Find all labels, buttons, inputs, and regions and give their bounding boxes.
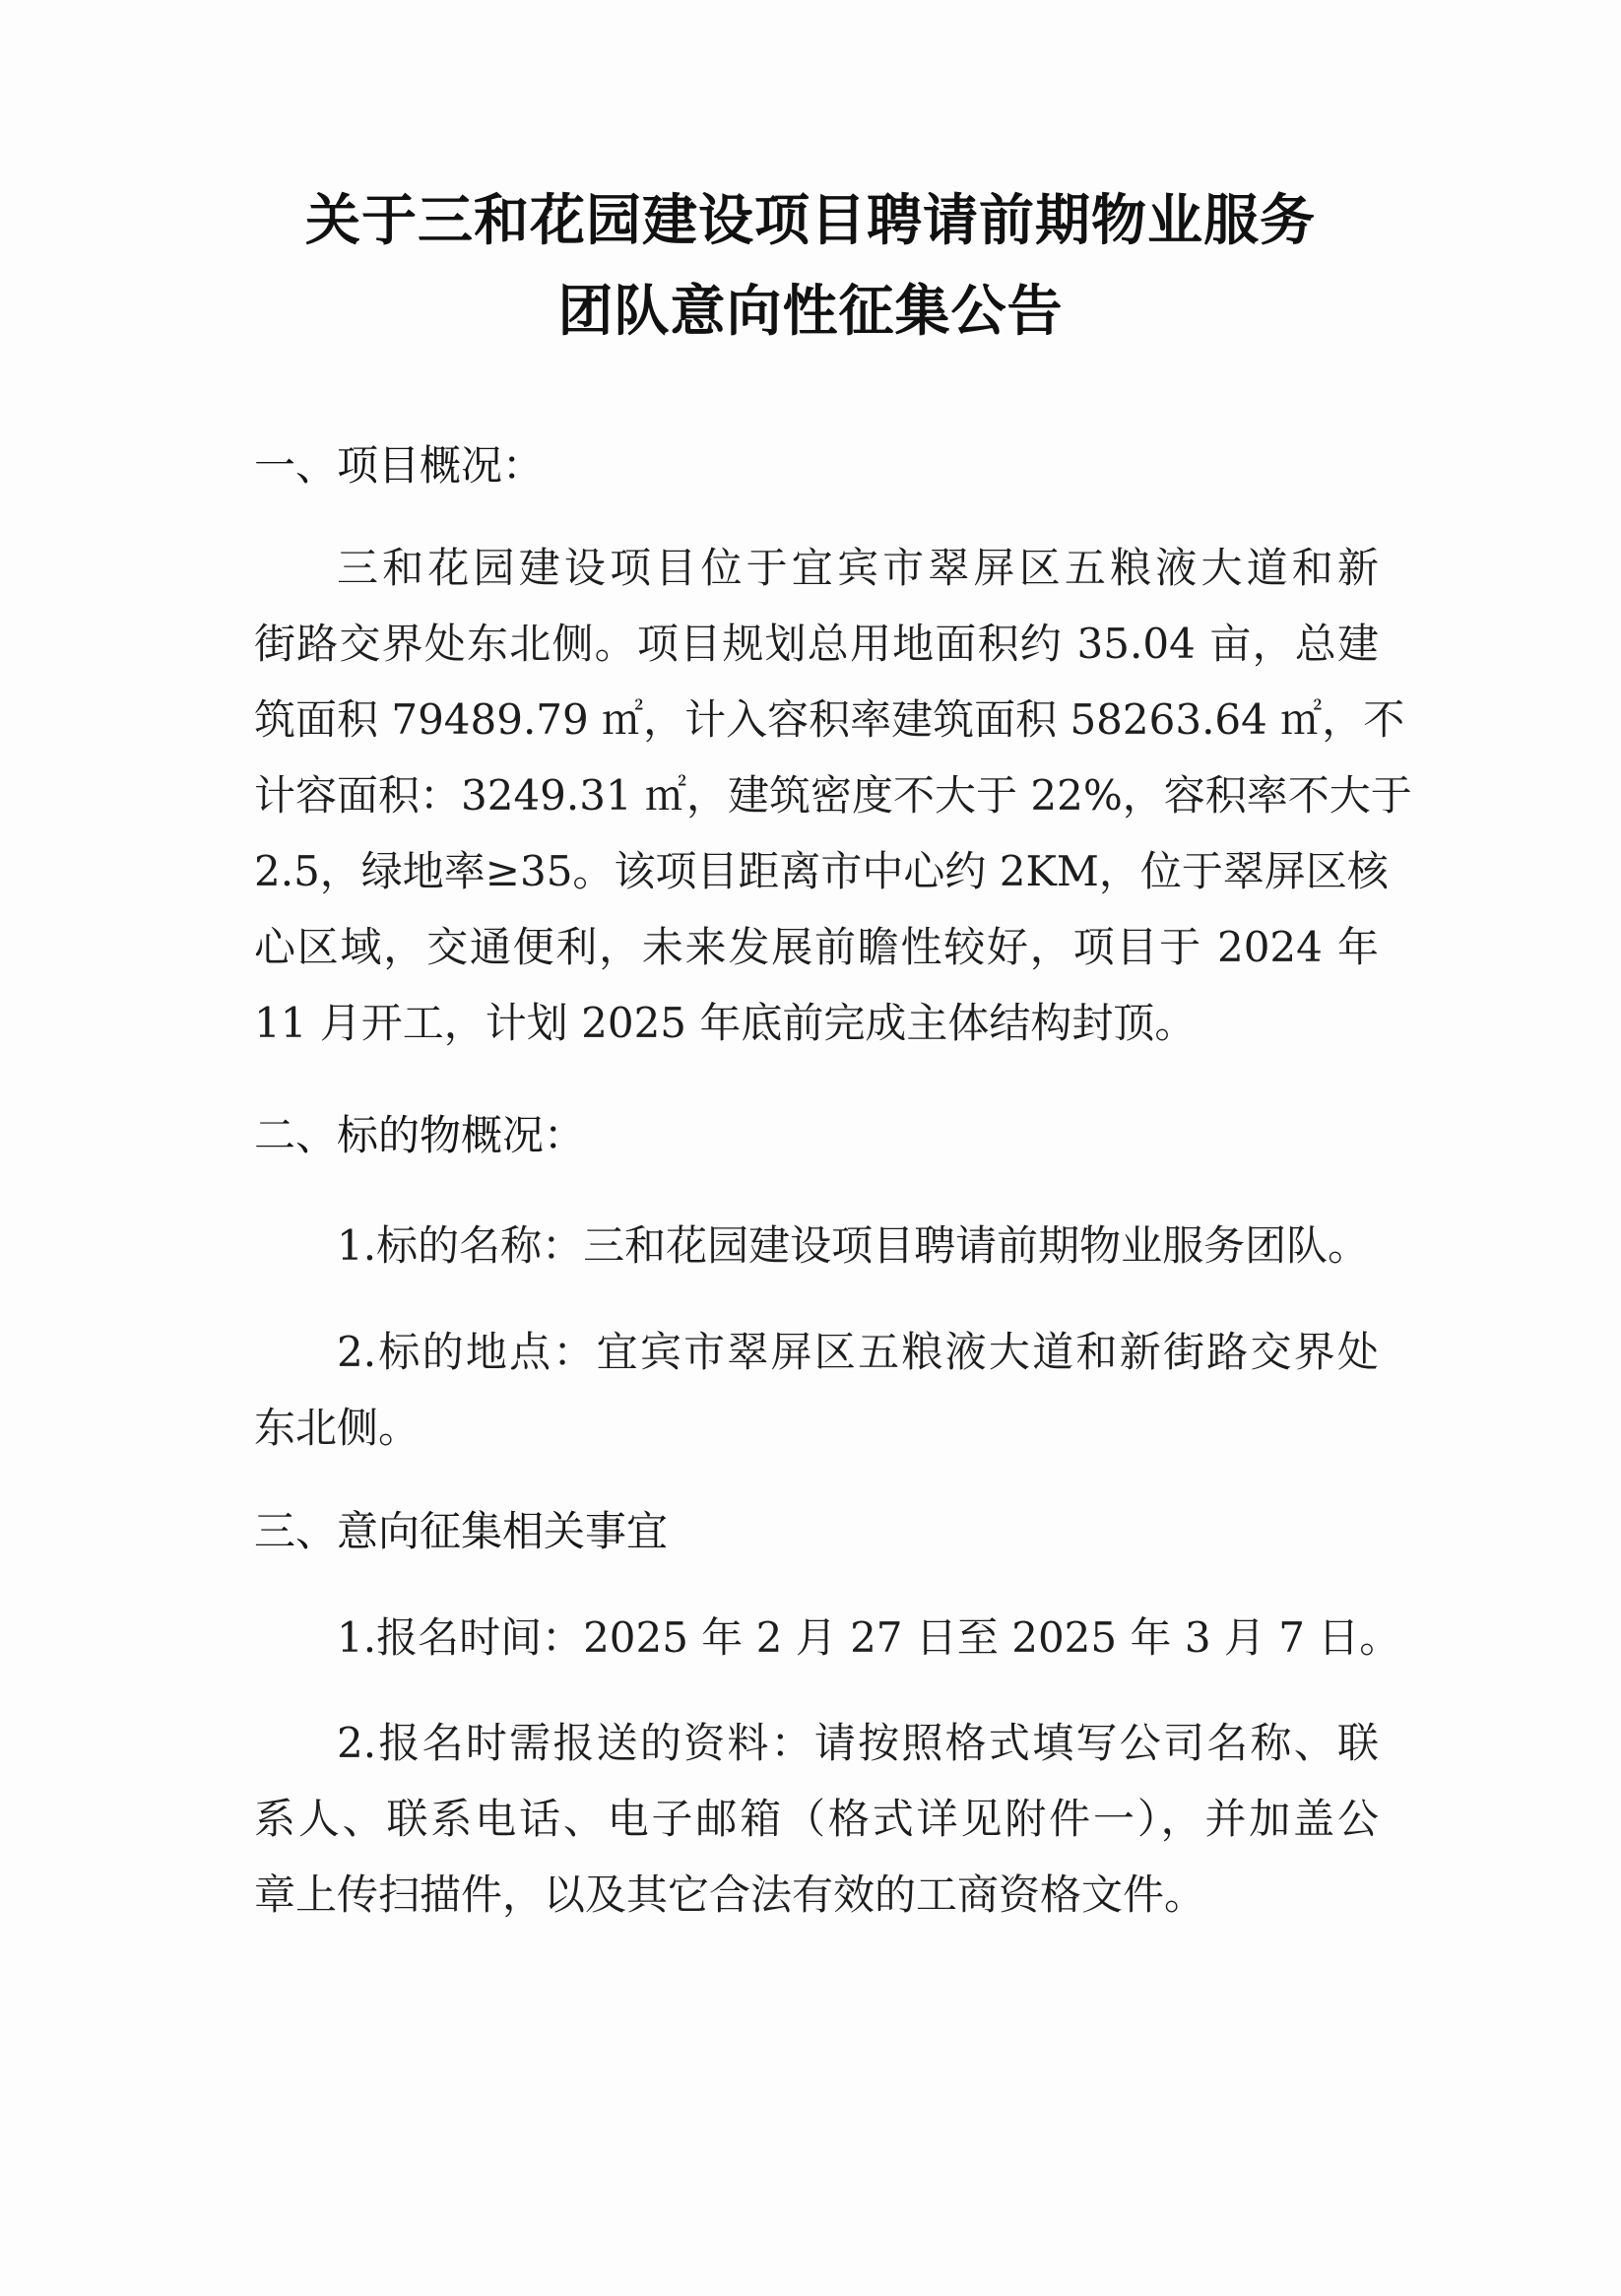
document-title-line-2: 团队意向性征集公告 <box>557 280 1064 344</box>
section-1-paragraph-line: 三和花园建设项目位于宜宾市翠屏区五粮液大道和新 <box>337 544 1379 592</box>
section-1-paragraph-line: 街路交界处东北侧。项目规划总用地面积约 35.04 亩，总建 <box>254 620 1379 668</box>
section-3-item-2-line: 章上传扫描件，以及其它合法有效的工商资格文件。 <box>254 1870 1206 1919</box>
section-3-item-1: 1.报名时间：2025 年 2 月 27 日至 2025 年 3 月 7 日。 <box>337 1613 1401 1662</box>
section-1-paragraph-line: 计容面积：3249.31 ㎡，建筑密度不大于 22%，容积率不大于 <box>254 771 1412 820</box>
section-1-paragraph-line: 心区域，交通便利，未来发展前瞻性较好，项目于 2024 年 <box>254 923 1379 971</box>
section-1-paragraph-line: 2.5，绿地率≥35。该项目距离市中心约 2KM，位于翠屏区核 <box>254 847 1389 895</box>
section-3-heading: 三、意向征集相关事宜 <box>254 1507 669 1555</box>
section-2-item-2-line: 2.标的地点：宜宾市翠屏区五粮液大道和新街路交界处 <box>337 1328 1379 1376</box>
document-title-line-1: 关于三和花园建设项目聘请前期物业服务 <box>305 189 1316 253</box>
section-3-item-2-line: 2.报名时需报送的资料：请按照格式填写公司名称、联 <box>337 1719 1379 1767</box>
section-2-item-1: 1.标的名称：三和花园建设项目聘请前期物业服务团队。 <box>337 1221 1370 1270</box>
section-1-paragraph-line: 11 月开工，计划 2025 年底前完成主体结构封顶。 <box>254 999 1197 1047</box>
section-2-heading: 二、标的物概况： <box>254 1111 586 1159</box>
section-2-item-2-line: 东北侧。 <box>254 1404 421 1452</box>
section-1-paragraph-line: 筑面积 79489.79 ㎡，计入容积率建筑面积 58263.64 ㎡，不 <box>254 695 1405 744</box>
section-1-heading: 一、项目概况： <box>254 441 545 490</box>
section-3-item-2-line: 系人、联系电话、电子邮箱（格式详见附件一），并加盖公 <box>254 1795 1379 1843</box>
